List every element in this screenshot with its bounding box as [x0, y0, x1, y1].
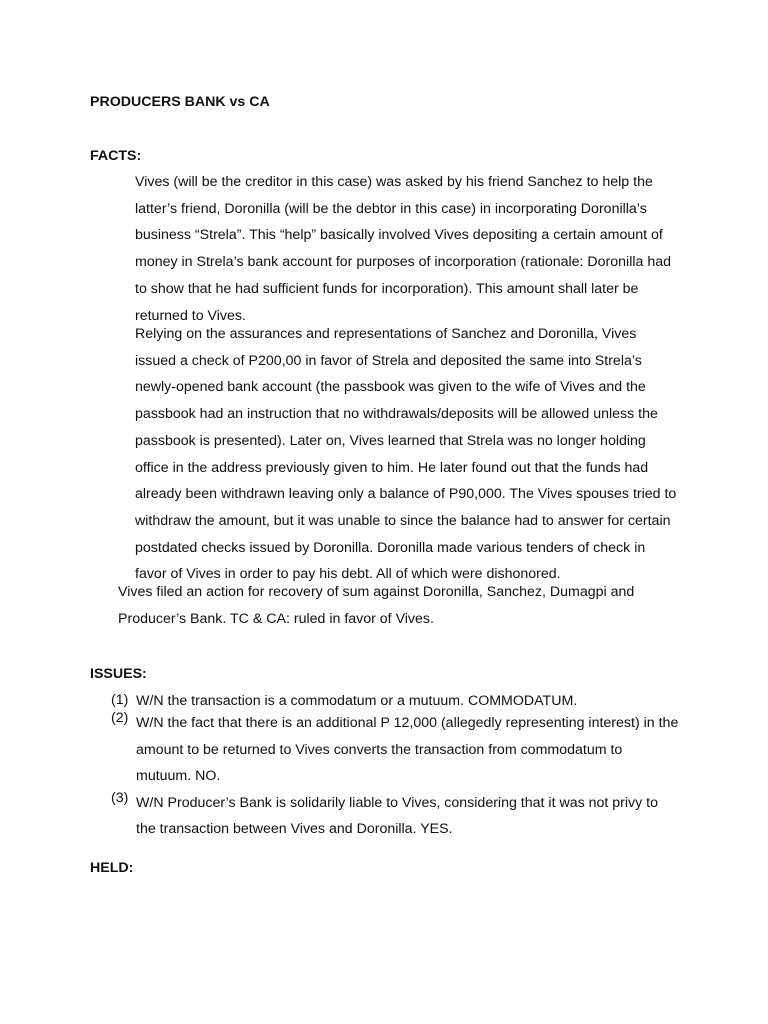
facts-paragraph-2-text: Relying on the assurances and representations of Sanchez and Doronilla, Vives issued a check of P200,00 in favor of Strela and deposited the same into Strela’s newly-opened bank account (the passbook was given to the wife of Vives and the passbook had an instruction that no withdrawals/deposits will be allowed unless the passbook is presented). Later on, Vives learned that Strela was no longer holding office in the address previously given to him. He later found out that the funds had already been withdrawn leaving only a balance of P90,000. The Vives spouses tried to withdraw the amount, but it was unable to since the balance had to answer for certain postdated checks issued by Doronilla. Doronilla made various tenders of check in favor of Vives in order to pay his debt. All of which were dishonored.	[135, 326, 677, 583]
issue-number: (3)	[111, 789, 129, 806]
facts-paragraph-1-text: Vives (will be the creditor in this case) was asked by his friend Sanchez to help the latter’s friend, Doronilla (will be the debtor in this case) in incorporating Doronilla’s business “Strela”. This “help” basically involved Vives depositing a certain amount of money in Strela’s bank account for purposes of incorporation (rationale: Doronilla had to show that he had sufficient funds for incorporation). This amount shall later be returned to Vives.	[135, 174, 672, 324]
issue-number: (2)	[111, 710, 129, 726]
facts-heading: FACTS:	[90, 148, 142, 164]
issue-text: W/N the fact that there is an additional P 12,000 (allegedly representing interest) in the amount to be returned to Vives converts the transaction from commodatum to mutuum. NO.	[136, 715, 679, 784]
facts-paragraph-3	[90, 579, 680, 632]
issue-number: (1)	[111, 692, 129, 708]
issue-text: W/N Producer’s Bank is solidarily liable to Vives, considering that it was not privy to the transaction between Vives and Doronilla. YES.	[136, 794, 659, 837]
issue-item-2	[111, 710, 681, 790]
held-heading: HELD:	[90, 860, 134, 876]
issues-list	[111, 692, 681, 843]
issues-heading: ISSUES:	[90, 666, 147, 682]
issue-item-1	[111, 692, 681, 710]
issue-text: W/N the transaction is a commodatum or a mutuum. COMMODATUM.	[136, 693, 578, 709]
issue-item-3	[111, 790, 681, 843]
case-title: PRODUCERS BANK vs CA	[90, 94, 270, 110]
facts-paragraph-1	[90, 169, 680, 329]
facts-paragraph-3-text: Vives filed an action for recovery of sum against Doronilla, Sanchez, Dumagpi and Producer’s Bank. TC & CA: ruled in favor of Vives.	[118, 584, 635, 627]
facts-paragraph-2	[90, 321, 680, 588]
